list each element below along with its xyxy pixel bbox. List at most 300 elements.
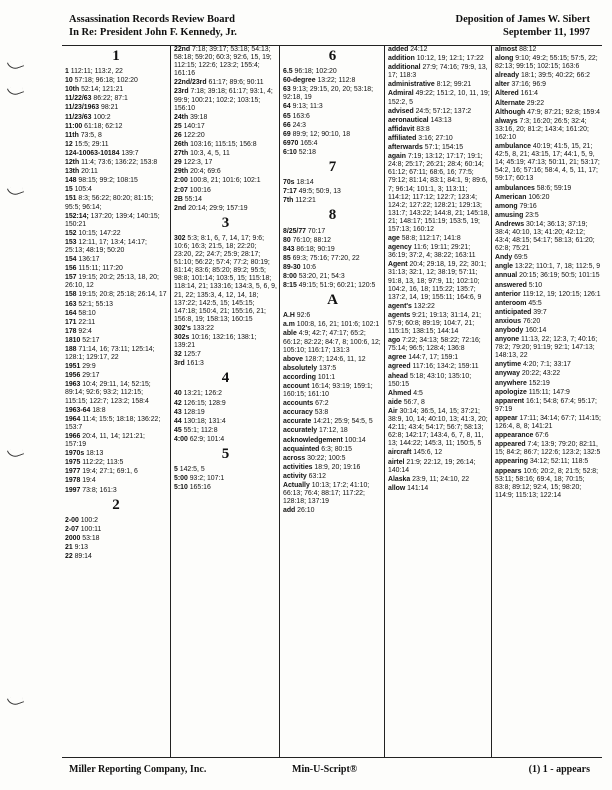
index-entry: advised 24:5; 57:12; 137:2 (388, 107, 472, 115)
index-term: 80 (283, 236, 291, 244)
index-entry: age 58:8; 112:17; 141:8 (388, 235, 461, 243)
index-term: anterior (495, 290, 521, 298)
index-entry: 8:00 53:20, 21; 54:3 (283, 272, 345, 280)
index-entry: 11th 73:5, 8 (65, 131, 102, 139)
index-term: age (388, 235, 400, 243)
index-term: 29 (174, 159, 182, 167)
index-term: 302s (174, 334, 190, 341)
index-term: 5 (174, 466, 178, 474)
index-entry: 157 19:15; 20:2; 25:13, 18, 20; 26:10, 12 (65, 274, 159, 290)
index-term: 27th (174, 150, 189, 158)
index-entry: 2:07 100:16 (174, 186, 211, 194)
index-entry: angle 13:22; 110:1, 7, 18; 112:5, 9 (495, 263, 601, 271)
index-entry: 4:00 62:9; 101:4 (174, 435, 225, 443)
index-term: 124-10063-10184 (65, 149, 120, 157)
index-entry: 60-degree 13:22; 112:8 (283, 77, 356, 85)
index-term: alter (495, 81, 510, 89)
index-entry: Actually 10:13; 17:2; 41:10; 66:13; 76:4; 88:17; 117:22; 128:18; 137:19 (283, 482, 370, 506)
index-entry: a.m 100:8, 16, 21; 101:6; 102:1 (283, 321, 380, 329)
index-entry: anxious 76:20 (495, 317, 541, 325)
index-entry: 63 9:13; 29:15, 20, 20; 53:18; 92:18, 19 (283, 86, 374, 102)
section-letter-heading: 2 (112, 496, 120, 513)
index-entry: Although 47:9; 87:21; 92:8; 159:4 (495, 108, 600, 116)
index-term: Air (388, 407, 398, 415)
index-entry: anyway 20:22; 43:22 (495, 370, 561, 378)
index-entry: 1970s 18:13 (65, 450, 104, 458)
index-term: anyone (495, 336, 520, 344)
index-term: add (283, 507, 296, 515)
index-term: 7:17 (283, 188, 297, 196)
index-column (65, 46, 167, 562)
index-entry: 65 163:6 (283, 112, 310, 120)
index-entry: Alaska 23:9, 11; 24:10, 22 (388, 475, 470, 483)
index-entry: anytime 4:20; 7:1; 33:17 (495, 361, 571, 369)
index-entry: 66 24:3 (283, 121, 306, 129)
index-entry: 151 8:3; 56:22; 80:20; 81:15; 95:5; 96:14; (65, 195, 154, 211)
header-board-title: Assassination Records Review Board (69, 14, 235, 25)
index-term: 1966 (65, 432, 81, 440)
index-entry: acquainted 6:3; 80:15 (283, 445, 352, 453)
index-entry: apparent 16:1; 54:8; 67:4; 95:17; 97:19 (495, 397, 597, 413)
index-term: A.H (283, 312, 295, 320)
index-term: 158 (65, 291, 77, 299)
binder-hole-mark (7, 84, 24, 98)
index-entry: American 106:20 (495, 193, 550, 201)
index-term: appear (495, 414, 518, 422)
index-entry: agency 11:6; 19:11; 29:21; 36:19; 37:2, 4; 38:22; 163:11 (388, 244, 476, 260)
index-entry: 10 57:18; 96:18; 102:20 (65, 77, 138, 85)
index-entry: anybody 160:14 (495, 327, 547, 334)
footer-software: Min-U-Script® (292, 764, 358, 775)
index-term: 63 (283, 86, 291, 94)
index-entry: 148 98:15; 99:2; 108:15 (65, 177, 138, 185)
index-term: anxious (495, 317, 522, 325)
index-entry: absolutely 137:5 (283, 364, 337, 372)
index-entry: allow 141:14 (388, 484, 429, 492)
index-term: 5:00 (174, 475, 188, 483)
index-term: addition (388, 55, 415, 63)
index-term: 1970s (65, 450, 85, 458)
index-entry: across 30:22; 100:5 (283, 454, 346, 462)
index-term: 171 (65, 318, 77, 326)
index-entry: afterwards 57:1; 154:15 (388, 144, 464, 152)
index-term: 1963-64 (65, 406, 91, 414)
index-term: 66 (283, 121, 291, 129)
index-entry: among 79:16 (495, 202, 537, 210)
index-entry: amusing 23:5 (495, 211, 539, 219)
index-term: 164 (65, 309, 77, 317)
index-entry: 40 13:21; 126:2 (174, 390, 222, 398)
index-entry: 64 9:13; 11:3 (283, 103, 323, 111)
index-entry: anterior 119:12, 19; 120:15; 126:1 (495, 290, 601, 298)
index-term: Alternate (495, 99, 525, 107)
index-term: 2000 (65, 534, 81, 542)
index-entry: 45 55:1; 112:8 (174, 426, 218, 434)
header-case-title: In Re: President John F. Kennedy, Jr. (69, 27, 237, 38)
section-letter-heading: 1 (112, 48, 120, 64)
index-term: apologize (495, 388, 527, 396)
index-entry: 11:00 61:18; 62:12 (65, 122, 123, 130)
index-term: 6.5 (283, 68, 293, 76)
index-entry: 2-07 100:11 (65, 525, 102, 533)
index-entry: appeared 7:4; 13:9; 79:20; 82:11, 15; 84:2; 86:7; 122:6; 123:2; 132:5 (495, 441, 601, 457)
index-entry: 1997 73:8; 161:3 (65, 486, 117, 494)
index-entry: airtel 21:9; 22:12, 19; 26:14; 140:14 (388, 458, 476, 474)
index-entry: additional 27:9; 74:16; 79:9, 13, 17; 118:3 (388, 64, 488, 80)
index-term: 154 (65, 256, 77, 264)
index-term: above (283, 355, 303, 363)
index-term: agents (388, 311, 411, 319)
index-term: Agent (388, 261, 408, 269)
index-term: ambulances (495, 184, 535, 192)
index-term: ambulance (495, 143, 531, 151)
index-entry: 1978 19:4 (65, 477, 96, 485)
section-letter-heading: 4 (221, 370, 230, 387)
index-entry: 7th 112:21 (283, 197, 316, 205)
index-term: Alaska (388, 475, 411, 483)
index-term: 11/23/63 (65, 113, 92, 121)
index-term: 22nd (174, 46, 191, 53)
index-term: 5:10 (174, 484, 188, 492)
index-term: 69 (283, 130, 291, 138)
index-entry: 69 89:9; 12; 90:10, 18 (283, 130, 351, 138)
index-entry: Ahmed 4:5 (388, 389, 423, 397)
index-term: 24th (174, 113, 189, 121)
index-entry: add 26:10 (283, 507, 315, 515)
index-term: 11/23/1963 (65, 104, 100, 112)
index-term: 1975 (65, 459, 81, 467)
index-term: advised (388, 107, 414, 115)
index-term: 3rd (174, 360, 185, 368)
index-entry: 1951 29:9 (65, 363, 96, 371)
index-entry: Admiral 49:22; 151:2, 10, 11, 19; 152:2, 5 (388, 90, 490, 106)
index-term: according (283, 373, 316, 381)
index-term: anytime (495, 361, 522, 369)
index-term: 11/22/63 (65, 95, 92, 103)
index-term: agree (388, 354, 407, 362)
section-letter-heading: 3 (221, 214, 230, 231)
index-entry: appears 10:6; 20:2, 8; 21:5; 52:8; 53:11; 58:16; 69:4, 18; 70:15; 83:8; 89:12; 92:4, 15; 98:20; 114:9; 115:13; 122:14 (495, 467, 599, 499)
index-entry: accurately 17:12, 18 (283, 427, 348, 435)
index-entry: answered 5:10 (495, 281, 543, 289)
footer-page-range: (1) 1 - appears (528, 764, 590, 775)
index-entry: ambulances 58:6; 59:19 (495, 184, 572, 192)
index-columns (62, 46, 602, 758)
index-entry: affiliated 3:16; 27:10 (388, 134, 453, 142)
index-term: 89-30 (283, 263, 301, 271)
index-entry: 152:14; 137:20; 139:4; 140:15; 150:21 (65, 212, 160, 228)
index-entry: accuracy 53:8 (283, 409, 329, 417)
header-deposition-title: Deposition of James W. Sibert (455, 14, 590, 25)
index-term: again (388, 153, 406, 161)
index-entry: 70s 18:14 (283, 179, 314, 187)
index-term: apparent (495, 397, 525, 405)
index-term: administrative (388, 81, 435, 89)
index-entry: 2:00 100:8, 21; 101:6; 102:1 (174, 177, 261, 185)
index-entry: 22nd 7:18; 39:17; 53:18; 54:13; 58:18; 59:20; 60:3; 92:6, 15, 19; 112:15; 122:6; 123:2; 155:4; 161:16 (174, 46, 272, 78)
index-entry: 5 142:5, 5 (174, 466, 205, 474)
binder-hole-mark (7, 184, 24, 198)
index-term: 60-degree (283, 77, 316, 85)
index-entry: aeronautical 143:13 (388, 116, 452, 124)
index-term: 1977 (65, 468, 81, 476)
index-entry: apologize 115:11; 147:9 (495, 388, 570, 396)
index-entry: A.H 92:6 (283, 312, 311, 320)
index-term: able (283, 330, 297, 338)
index-term: appearing (495, 458, 528, 466)
index-entry: 2000 53:18 (65, 534, 100, 542)
index-term: appears (495, 467, 522, 475)
index-entry: account 16:14; 93:19; 159:1; 160:15; 161:10 (283, 383, 373, 399)
index-entry: 22nd/23rd 61:17; 89:6; 90:11 (174, 79, 264, 87)
index-term: acknowledgement (283, 436, 343, 444)
index-term: 10th (65, 86, 80, 94)
index-entry: again 7:19; 13:12; 17:17; 19:1; 24:8; 25:17; 26:21; 28:4; 60:14; 61:12; 67:11; 68:6, 16; 77:5; 79:12; 81:14; 83:1; 84:1, 9; 89:6, 7; 96:14; 101:1, 3; 113:11; 114:12; 117:12; 122:7; 123:4; 124:2; 127:22; 128:21; 129:13; 131:7; 143:22; 144:8, 21; 145:18, 21; 148:17; 151:19; 153:5, 19; 157:13; 160:12 (388, 153, 490, 233)
index-entry: anticipated 39:7 (495, 308, 547, 316)
index-term: 153 (65, 238, 77, 246)
index-term: account (283, 383, 310, 390)
index-term: 8/25/77 (283, 227, 306, 235)
index-term: 151 (65, 195, 77, 203)
index-term: 45 (174, 426, 182, 434)
index-entry: anteroom 45:5 (495, 299, 542, 307)
index-entry: 178 92:4 (65, 327, 92, 335)
index-term: agreed (388, 363, 411, 371)
index-entry: 3rd 161:3 (174, 360, 204, 368)
index-entry: 2-00 100:2 (65, 516, 98, 524)
index-entry: 26th 103:16; 115:15; 156:8 (174, 141, 257, 149)
index-term: 40 (174, 390, 182, 398)
index-entry: administrative 8:12; 99:21 (388, 81, 472, 89)
index-term: 11th (65, 131, 79, 139)
index-term: 64 (283, 103, 291, 111)
index-column (495, 46, 601, 501)
index-term: 4:00 (174, 435, 188, 443)
index-entry: added 24:12 (388, 46, 428, 53)
index-term: among (495, 202, 518, 210)
index-entry: able 4:9; 42:7; 47:17; 65:2; 66:12; 82:22; 84:7, 8; 100:6, 12; 105:10; 116:17; 131:3 (283, 330, 381, 354)
index-entry: 2nd 20:14; 29:9; 157:19 (174, 204, 248, 212)
index-entry: 7:17 49:5; 50:9, 13 (283, 188, 341, 196)
index-entry: 85 69:3; 75:16; 77:20, 22 (283, 254, 360, 262)
index-entry: 27th 10:3, 4, 5, 11 (174, 150, 230, 158)
index-term: acquainted (283, 445, 320, 453)
index-term: 22nd/23rd (174, 79, 207, 87)
index-term: afterwards (388, 144, 423, 152)
index-entry: aide 56:7, 8 (388, 398, 425, 406)
index-entry: 154 136:17 (65, 256, 100, 264)
index-term: already (495, 72, 520, 80)
index-entry: 1 112:11; 113:2, 22 (65, 68, 123, 76)
index-entry: ago 7:22; 34:13; 58:22; 72:16; 75:14; 96:5; 128:4; 136:8 (388, 337, 481, 353)
index-term: accurate (283, 418, 312, 426)
index-entry: 29th 20:4; 69:6 (174, 168, 221, 176)
index-entry: above 128:7; 124:6, 11, 12 (283, 355, 366, 363)
index-term: amusing (495, 211, 524, 219)
index-entry: Agent 20:4; 29:18, 19, 22; 30:1; 31:13; 32:1, 12; 38:19; 57:11; 91:8, 13, 18; 97:9, 11; 102:10; 104:2, 16, 18; 115:22; 135:7; 137:2, 14, 19; 155:11; 164:6, 9 (388, 261, 487, 301)
index-entry: 89-30 10:6 (283, 263, 316, 271)
index-entry: 12th 11:4; 73:6; 136:22; 153:8 (65, 159, 158, 167)
index-term: airtel (388, 458, 405, 466)
index-term: always (495, 117, 518, 125)
index-entry: 302s 10:16; 132:16; 138:1; 139:21 (174, 334, 257, 350)
binder-hole-mark (7, 694, 24, 708)
index-term: 70s (283, 179, 295, 187)
index-column (174, 46, 277, 493)
index-term: activities (283, 463, 313, 471)
index-term: 8:00 (283, 272, 297, 280)
index-term: 163 (65, 300, 77, 308)
index-entry: 25 140:17 (174, 122, 205, 130)
index-entry: accounts 67:2 (283, 400, 329, 408)
index-term: 1997 (65, 486, 81, 494)
index-entry: 10th 52:14; 121:21 (65, 86, 124, 94)
index-term: 43 (174, 408, 182, 416)
section-letter-heading: A (327, 292, 338, 309)
index-entry: agents 9:21; 19:13; 31:14, 21; 57:9; 60:8; 89:19; 104:7, 21; 115:15; 138:15; 144:14 (388, 311, 482, 336)
index-entry: 302 5:3; 8:1, 6, 7, 14, 17; 9:6; 10:6; 16:3; 21:5, 18; 22:20; 23:20, 22; 24:7; 25:9; 28:17; 51:10; 56:22; 57:4; 77:2; 80:19; 81:14; 83:6; 85:20; 89:2; 95:5; 98:8; 101:14; 103:5, 15; 115:18; 118:14, 21; 133:16; 134:3, 5, 6, 9, 21, 22; 135:3, 4, 12, 14, 18; 137:22; 142:5, 15; 145:15; 147:18; 150:4, 21; 155:16, 21; 156:8, 19; 158:13; 160:15 (174, 234, 277, 323)
index-term: 2:07 (174, 186, 188, 194)
index-term: added (388, 46, 409, 53)
index-entry: 2B 55:14 (174, 195, 202, 203)
index-entry: 1956 29:17 (65, 372, 100, 380)
index-term: 6970 (283, 139, 299, 147)
index-entry: 1810 52:17 (65, 336, 100, 344)
index-entry: agreed 117:16; 134:2; 159:11 (388, 363, 479, 371)
index-term: 2-07 (65, 525, 79, 533)
index-entry: 24th 39:18 (174, 113, 208, 121)
index-term: 11:00 (65, 122, 83, 130)
index-entry: agent's 132:22 (388, 302, 435, 310)
index-entry: almost 88:12 (495, 46, 537, 53)
index-term: 302 (174, 234, 186, 242)
index-term: angle (495, 263, 513, 271)
index-term: appeared (495, 441, 526, 449)
index-term: 1810 (65, 336, 81, 344)
index-entry: 843 86:18; 90:19 (283, 245, 335, 253)
index-entry: 6.5 96:18; 102:20 (283, 68, 337, 76)
index-term: Andrews (495, 220, 525, 228)
index-entry: along 9:10; 49:2; 55:15; 57:5, 22; 82:13; 99:15; 102:15; 163:6 (495, 55, 598, 71)
index-entry: 164 58:10 (65, 309, 96, 317)
index-term: almost (495, 46, 518, 53)
index-entry: 188 71:14, 16; 73:11; 125:14; 128:1; 129:17, 22 (65, 346, 155, 362)
index-entry: activities 18:9, 20; 19:16 (283, 463, 361, 471)
index-term: 44 (174, 417, 182, 425)
index-entry: Altered 161:4 (495, 90, 538, 98)
index-term: 8:15 (283, 282, 297, 290)
index-entry: alter 37:16; 96:9 (495, 81, 546, 89)
index-term: ago (388, 337, 401, 345)
index-term: Altered (495, 90, 519, 98)
index-term: accurately (283, 427, 318, 435)
index-term: 65 (283, 112, 291, 120)
index-entry: 21 9:13 (65, 543, 88, 551)
index-entry: 302's 133:22 (174, 324, 214, 332)
footer-company: Miller Reporting Company, Inc. (69, 764, 207, 775)
index-entry: annual 20:15; 36:19; 50:5; 101:15 (495, 272, 600, 280)
index-entry: anyone 11:13, 22; 12:3, 7; 40:16; 78:2; 79:20; 91:19; 92:1; 147:13; 148:13, 22 (495, 336, 598, 360)
index-term: 2nd (174, 204, 187, 212)
header-date: September 11, 1997 (502, 27, 590, 38)
index-entry: 1966 20:4, 11, 14; 121:21; 157:19 (65, 432, 145, 449)
index-entry: 8/25/77 70:17 (283, 227, 326, 235)
index-entry: 44 130:18; 131:4 (174, 417, 226, 425)
index-term: accuracy (283, 409, 313, 417)
index-entry: Andy 69:5 (495, 254, 528, 262)
index-entry: ambulance 40:19; 41:5, 15, 21; 42:5, 8, 21; 43:15, 17; 44:1, 5, 9, 14; 45:19; 47:13; 50:11, 21; 53:17; 54:2, 16; 57:16; 58:4, 4, 5, 11, 17; 59:17; 60:13 (495, 143, 600, 183)
index-term: 26 (174, 131, 182, 139)
index-term: 21 (65, 543, 73, 551)
index-term: 25 (174, 122, 182, 130)
section-letter-heading: 5 (221, 446, 230, 463)
index-term: 1964 (65, 415, 81, 423)
index-term: 302's (174, 324, 191, 332)
index-entry: accurate 14:21; 25:9; 54:5, 5 (283, 418, 373, 426)
index-entry: 22 89:14 (65, 553, 92, 561)
index-term: 148 (65, 177, 77, 185)
index-term: 42 (174, 399, 182, 407)
index-term: 152:14; (65, 212, 89, 220)
index-entry: 15 105:4 (65, 186, 92, 194)
index-term: affiliated (388, 134, 417, 142)
index-term: allow (388, 484, 406, 492)
index-term: 843 (283, 245, 295, 253)
index-term: Ahmed (388, 389, 412, 397)
index-entry: 29 122:3, 17 (174, 159, 213, 167)
index-term: 1956 (65, 372, 81, 380)
index-term: anybody (495, 327, 524, 334)
index-term: aide (388, 398, 402, 406)
index-entry: 11/23/1963 98:21 (65, 104, 119, 112)
index-column (283, 46, 382, 516)
index-term: affidavit (388, 125, 415, 133)
index-term: 10 (65, 77, 73, 85)
index-term: anyway (495, 370, 520, 378)
index-term: 22 (65, 553, 73, 561)
index-entry: appearing 34:12; 52:11; 118:5 (495, 458, 589, 466)
index-term: 6:10 (283, 148, 297, 156)
index-term: 2B (174, 195, 183, 203)
index-entry: aircraft 145:6, 12 (388, 449, 443, 457)
index-term: Although (495, 108, 526, 116)
index-term: 12th (65, 159, 80, 167)
index-entry: 43 128:19 (174, 408, 205, 416)
index-term: activity (283, 472, 307, 480)
index-term: answered (495, 281, 527, 289)
index-entry: 171 22:11 (65, 318, 96, 326)
index-entry: 42 126:15; 128:9 (174, 399, 226, 407)
index-term: additional (388, 64, 421, 72)
index-term: 2:00 (174, 177, 188, 185)
index-term: 1 (65, 68, 69, 76)
index-entry: 1975 112:22; 113:5 (65, 459, 124, 467)
index-term: 178 (65, 327, 77, 335)
index-entry: 152 10:15; 147:22 (65, 229, 121, 237)
index-term: appearance (495, 432, 534, 440)
binder-hole-mark (7, 58, 24, 72)
index-term: 85 (283, 254, 291, 262)
index-entry: Alternate 29:22 (495, 99, 545, 107)
index-term: 1951 (65, 363, 81, 371)
index-entry: 26 122:20 (174, 131, 205, 139)
index-term: aeronautical (388, 116, 429, 124)
section-letter-heading: 8 (328, 207, 337, 224)
index-entry: 163 52:1; 55:13 (65, 300, 113, 308)
index-entry: 1964 11:4; 15:5; 18:18; 136:22; 153:7 (65, 415, 161, 431)
index-entry: according 101:1 (283, 373, 336, 381)
section-letter-heading: 7 (328, 159, 337, 176)
